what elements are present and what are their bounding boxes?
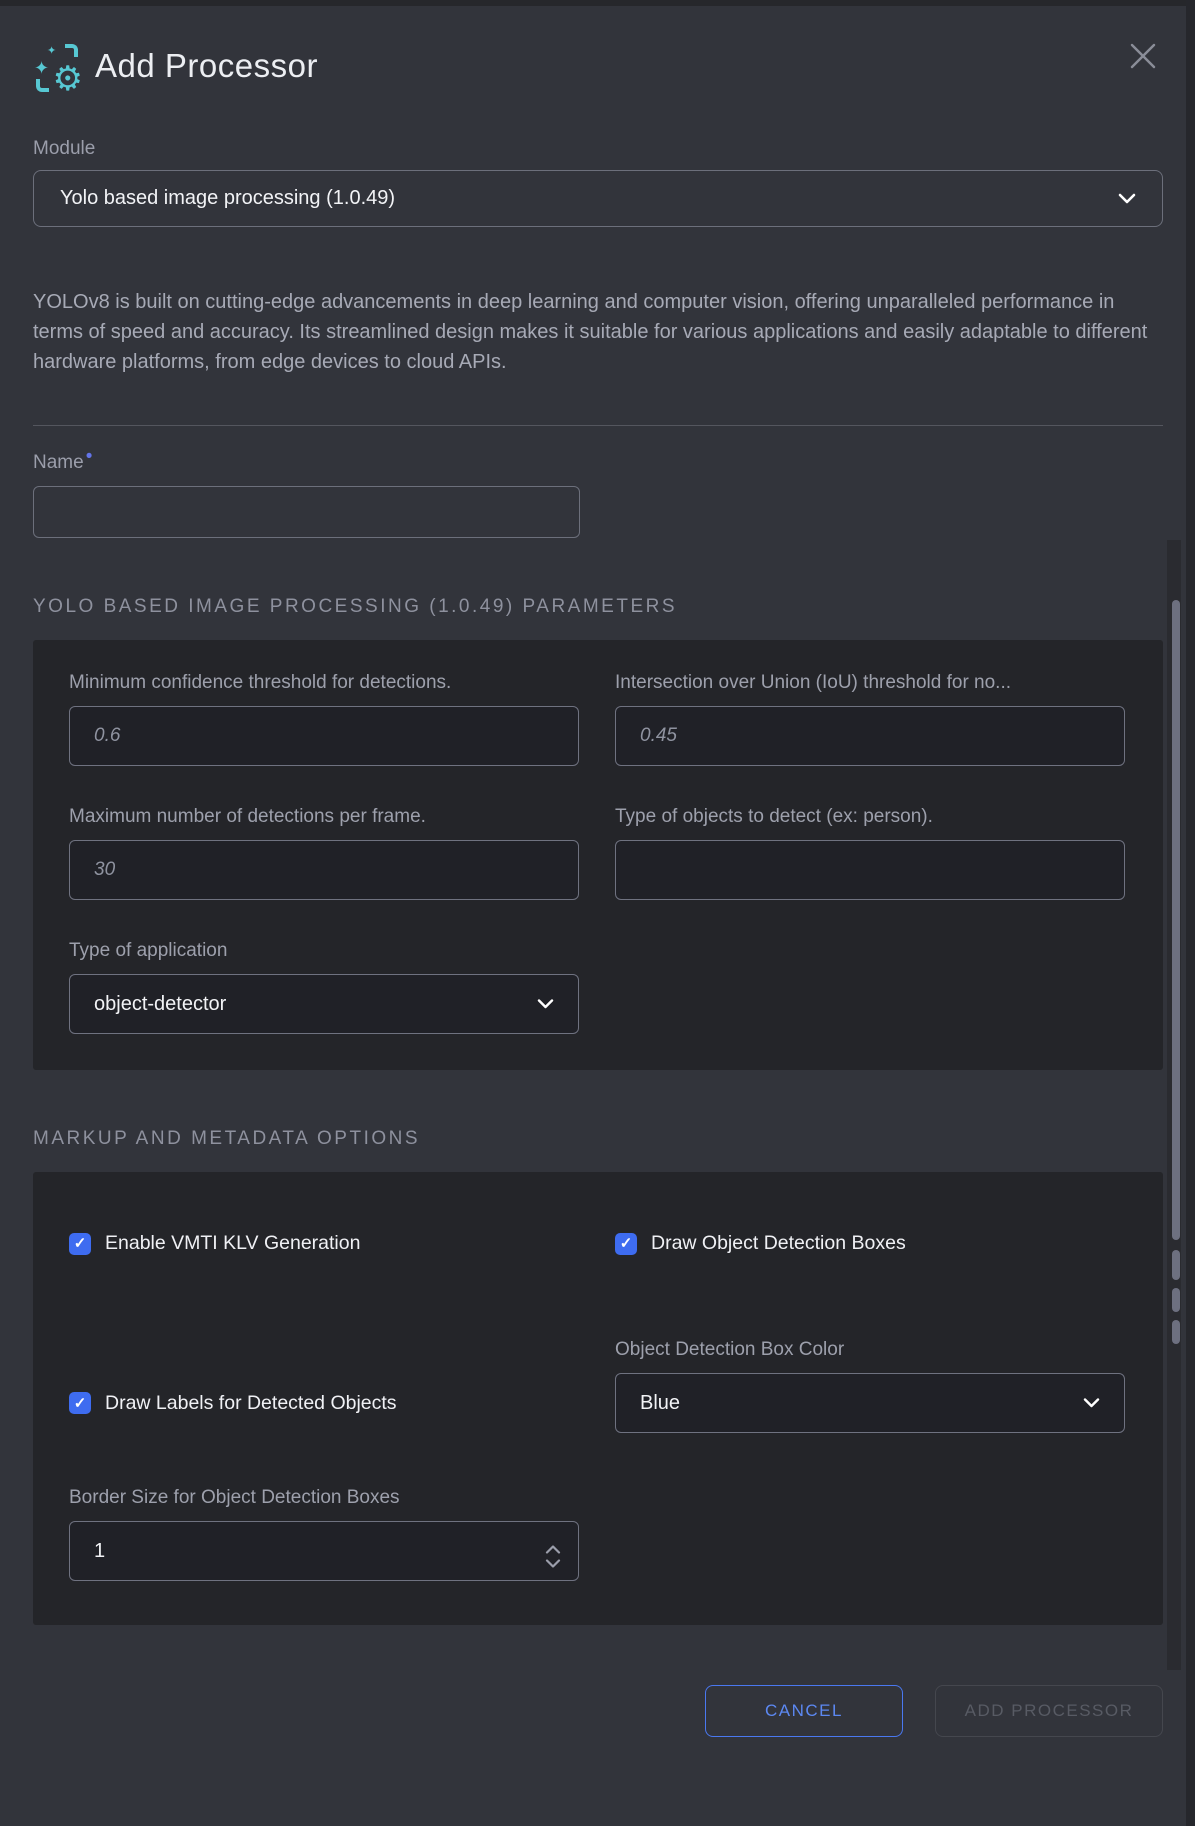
max-detections-label: Maximum number of detections per frame. [69,806,426,827]
object-types-field [615,806,1125,900]
gear-icon: ⚙ [52,60,83,98]
name-label [33,446,1163,474]
object-types-input[interactable] [615,840,1125,900]
iou-field [615,672,1125,766]
name-input[interactable] [33,486,580,538]
module-description: YOLOv8 is built on cutting-edge advancements in deep learning and computer vision, offering unparalleled performance in terms of speed and accuracy. Its streamlined design makes it suitable for various applications and easily adaptable to different hardware platforms, from edge devices to cloud APIs. [33,291,1148,373]
chevron-up-icon[interactable] [545,1545,561,1554]
module-selected-value: Yolo based image processing (1.0.49) [60,187,396,209]
scrollbar-thumb-segment[interactable] [1172,1320,1180,1344]
scrollbar-thumb[interactable] [1172,600,1180,1240]
parameters-panel [33,640,1163,1070]
parameters-section-heading: YOLO BASED IMAGE PROCESSING (1.0.49) PARAMETERS [33,596,678,617]
add-processor-dialog [0,6,1195,1737]
chevron-down-icon[interactable] [545,1559,561,1568]
draw-boxes-checkbox-item[interactable] [615,1232,1125,1255]
object-types-label: Type of objects to detect (ex: person). [615,806,933,827]
sparkle-small-icon: ✦ [47,45,57,57]
dialog-title: Add Processor [95,47,318,84]
scrollbar-thumb-segment[interactable] [1172,1250,1180,1280]
border-size-input[interactable] [69,1521,579,1581]
checkbox-checked-icon[interactable]: ✓ [69,1392,91,1414]
required-dot: • [85,446,93,467]
iou-label: Intersection over Union (IoU) threshold for no... [615,672,1012,693]
markup-panel [33,1172,1163,1625]
enable-vmti-label: Enable VMTI KLV Generation [105,1232,361,1254]
close-icon [1128,41,1158,71]
chevron-down-icon [1083,1398,1100,1408]
module-select[interactable] [33,170,1163,227]
box-color-select[interactable] [615,1373,1125,1433]
confidence-label: Minimum confidence threshold for detections. [69,672,452,693]
draw-labels-label: Draw Labels for Detected Objects [105,1391,397,1414]
chevron-down-icon [1118,193,1136,204]
confidence-input[interactable] [69,706,579,766]
module-label: Module [33,138,96,159]
bracket-bottom-left-icon [36,79,49,92]
chevron-down-icon [537,999,554,1009]
iou-input[interactable] [615,706,1125,766]
sparkle-icon: ✦ [34,58,50,78]
processor-gear-sparkles-icon [33,42,83,98]
window-edge [1186,0,1195,1826]
cancel-button[interactable]: CANCEL [705,1685,903,1737]
close-button[interactable] [1125,38,1161,74]
app-type-field [69,940,579,1034]
border-size-label: Border Size for Object Detection Boxes [69,1487,400,1508]
enable-vmti-checkbox-item[interactable] [69,1232,579,1255]
checkbox-checked-icon[interactable]: ✓ [69,1233,91,1255]
draw-labels-checkbox-item[interactable] [69,1373,579,1433]
dialog-footer [33,1685,1163,1737]
app-type-selected-value: object-detector [94,992,227,1015]
markup-section-heading: MARKUP AND METADATA OPTIONS [33,1128,421,1149]
app-type-label: Type of application [69,940,228,961]
app-type-select[interactable] [69,974,579,1034]
border-size-stepper[interactable] [545,1545,561,1568]
add-processor-button[interactable]: ADD PROCESSOR [935,1685,1163,1737]
confidence-field [69,672,579,766]
box-color-field [615,1339,1125,1433]
draw-boxes-label: Draw Object Detection Boxes [651,1232,906,1254]
scrollbar-thumb-segment[interactable] [1172,1288,1180,1312]
bracket-top-right-icon [65,44,78,57]
box-color-selected-value: Blue [640,1391,681,1414]
name-label-text: Name [33,452,84,473]
max-detections-field [69,806,579,900]
divider [33,425,1163,426]
dialog-header [33,40,1163,98]
box-color-label: Object Detection Box Color [615,1339,845,1360]
max-detections-input[interactable] [69,840,579,900]
border-size-field [69,1521,579,1581]
checkbox-checked-icon[interactable]: ✓ [615,1233,637,1255]
